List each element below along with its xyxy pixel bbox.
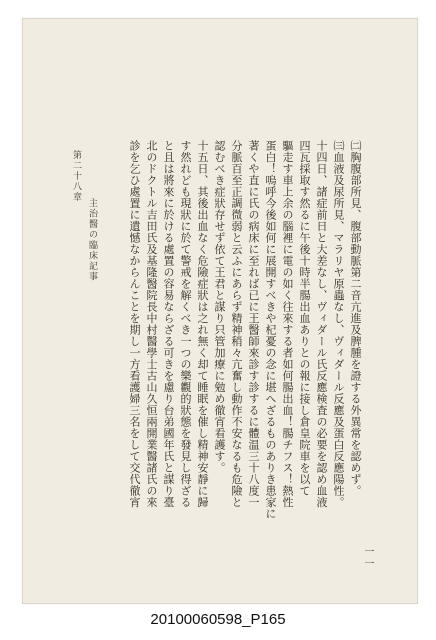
page-number: 一一 <box>362 546 373 570</box>
text-column: ㈢血液及尿所見、マラリヤ原蟲なし、ヴィダール反應及蛋白反應陽性。 <box>332 140 345 508</box>
text-column: 蛋白！嗚呼今後如何に展開すべきや杞憂の念に堪へざるものありき患家に <box>264 140 277 520</box>
image-caption: 20100060598_P165 <box>150 611 286 628</box>
text-column: す然れども現狀に於て警戒を解くべき一つの樂觀的狀態を發見し得ざる <box>179 140 192 508</box>
text-column: と且は將來に於ける處置の容易ならざる可きを慮り台弟國年氏と謀り臺 <box>162 140 175 508</box>
text-column: 認むべき症狀存せず依て王君と謀り只管加療に勉め徹宵看護す。 <box>213 140 226 474</box>
text-column: 四瓦採取す然るに午後十時半腸出血ありとの報に接し倉皇院車を以て <box>298 140 311 497</box>
text-column: 診を乞ひ處置に遺憾なからんことを期し一方看護婦三名をして交代徹宵 <box>128 140 141 508</box>
text-column: 北のドクトル吉田氏及基隆醫院長中村醫學士古山久恒兩開業醫諸氏の來 <box>145 140 158 508</box>
text-column: 驅走す車上余の腦裡に電の如く往來する者如何腸出血！腸チフス！熱性 <box>281 140 294 508</box>
text-column: 十五日、其後出血なく危險症狀は之れ無く却て睡眠を催し精神安靜に歸 <box>196 140 209 508</box>
running-header-title: 主治醫の臨床記事 <box>87 198 97 282</box>
running-header-chapter: 第二十八章 <box>71 150 81 203</box>
text-column: 分脈百至正調微弱と云ふにあらず精神稍々亢奮し動作不安なるも危險と <box>230 140 243 508</box>
text-column: 著くや直に氏の病床に至れば已に王醫師來診す診するに體温三十八度一 <box>247 140 260 508</box>
text-column: 十四日、諸症前日と大差なし、ヴィダール氏反應検査の必要を認め血液 <box>315 140 328 508</box>
text-column: ㈡胸腹部所見、腹部動脈第二音亢進及脾腫を證する外異常を認めず。 <box>349 140 362 497</box>
